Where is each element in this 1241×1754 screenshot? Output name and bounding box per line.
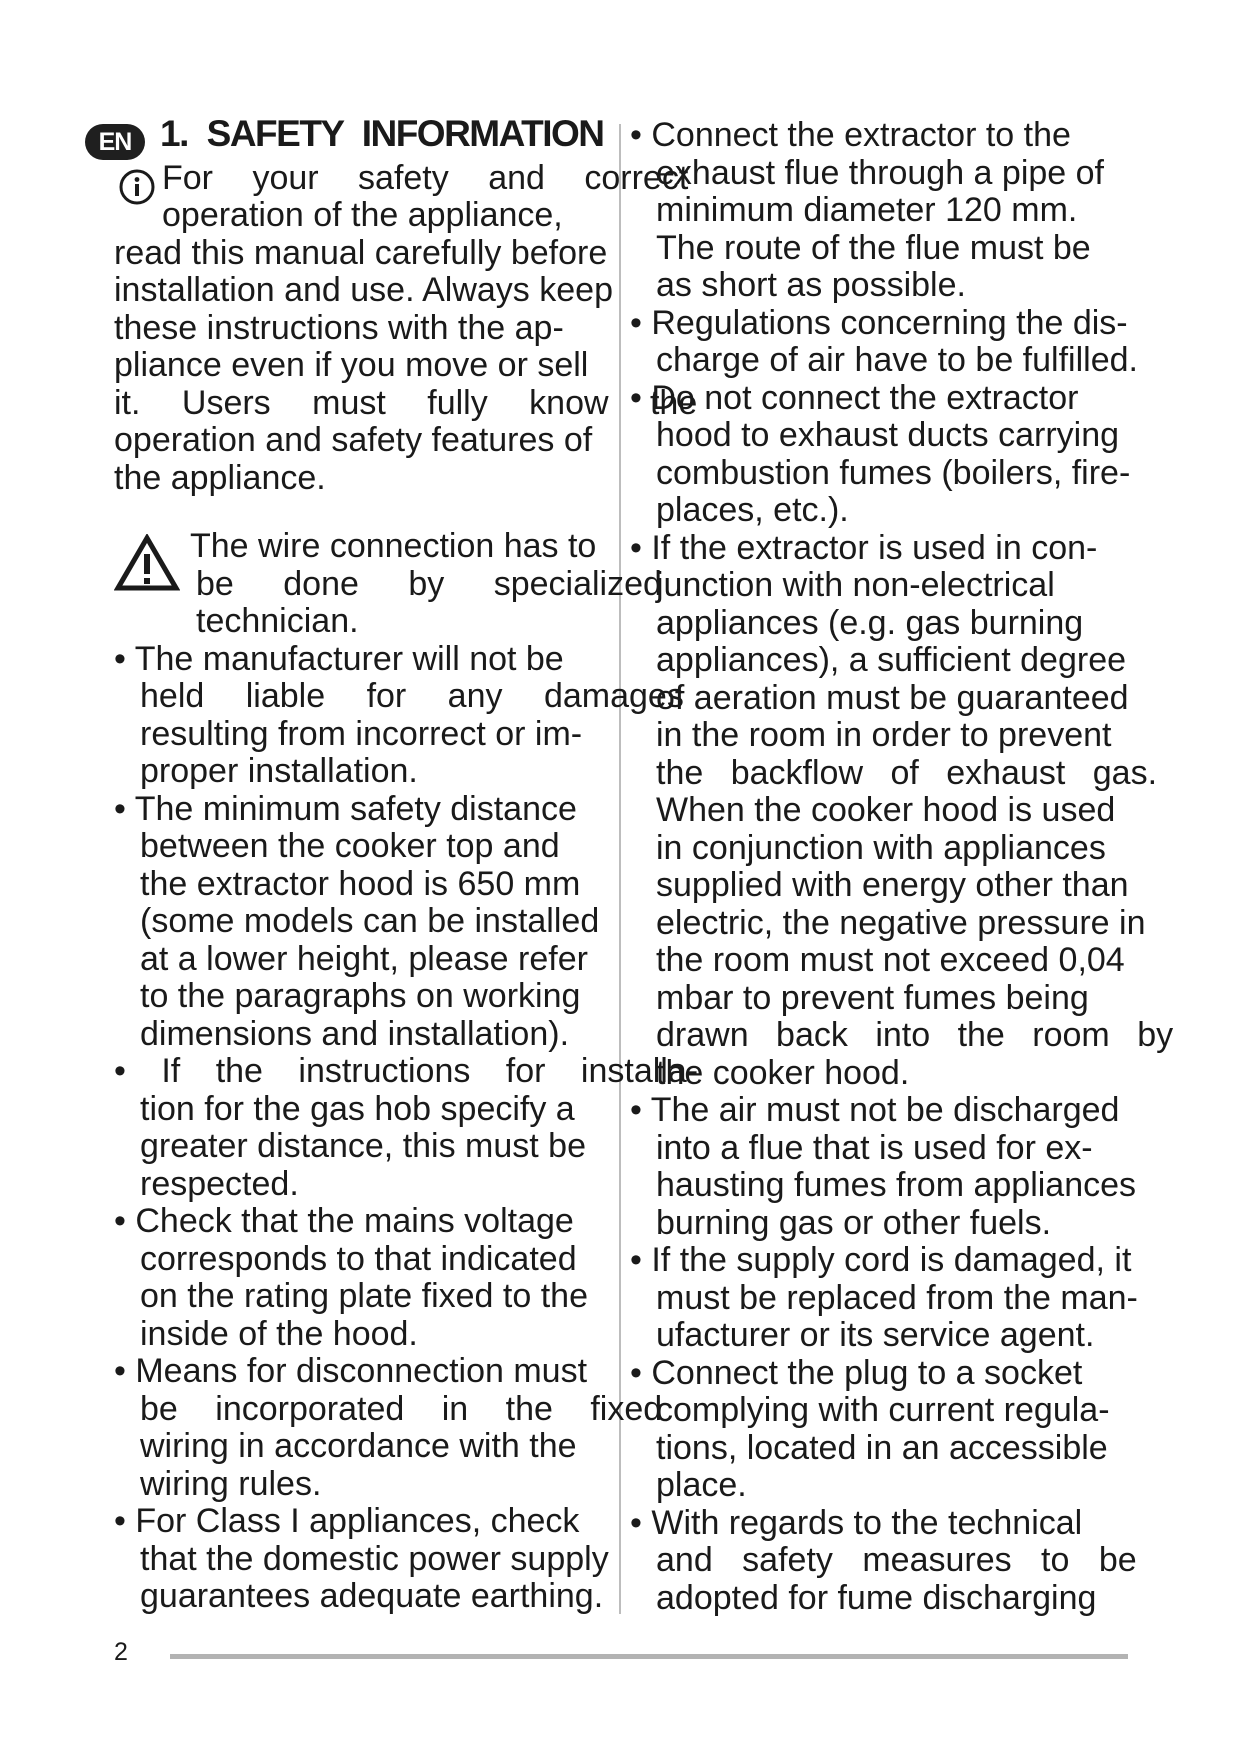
text-line: into a flue that is used for ex- [656,1129,1093,1167]
text-line: electric, the negative pressure in [656,904,1146,942]
text-line: tion for the gas hob specify a [140,1090,575,1128]
text-line: appliances (e.g. gas burning [656,604,1084,642]
text-line: When the cooker hood is used [656,791,1116,829]
text-line: charge of air have to be fulfilled. [656,341,1138,379]
text-line: it. Users must fully know the [114,384,698,422]
text-line: supplied with energy other than [656,866,1129,904]
text-line: place. [656,1466,747,1504]
info-circle-icon [118,168,156,206]
text-line: dimensions and installation). [140,1015,570,1053]
text-line: of aeration must be guaranteed [656,679,1129,717]
warning-text-line: be done by specialized [196,565,662,603]
text-line: mbar to prevent fumes being [656,979,1089,1017]
text-line: at a lower height, please refer [140,940,588,978]
text-line: operation of the appliance, [162,196,563,234]
text-line: read this manual carefully before [114,234,608,272]
text-line: greater distance, this must be [140,1127,587,1165]
text-line: respected. [140,1165,299,1203]
language-badge: EN [85,124,145,160]
text-line: to the paragraphs on working [140,977,581,1015]
bullet-line: • For Class I appliances, check [114,1502,580,1540]
text-line: the cooker hood. [656,1054,910,1092]
bullet-line: • Connect the plug to a socket [630,1354,1083,1392]
section-title: 1. SAFETY INFORMATION [160,113,604,154]
text-line: resulting from incorrect or im- [140,715,583,753]
text-line: hood to exhaust ducts carrying [656,416,1120,454]
bullet-line: • Do not connect the extractor [630,379,1079,417]
text-line: complying with current regula- [656,1391,1110,1429]
warning-triangle-icon [114,534,180,592]
text-line: wiring rules. [140,1465,322,1503]
text-line: appliances), a sufficient degree [656,641,1127,679]
text-line: tions, located in an accessible [656,1429,1108,1467]
text-line: hausting fumes from appliances [656,1166,1137,1204]
text-line: be incorporated in the fixed [140,1390,663,1428]
text-line: on the rating plate fixed to the [140,1277,588,1315]
bullet-line: • The minimum safety distance [114,790,577,828]
page-number: 2 [114,1638,128,1666]
text-line: pliance even if you move or sell [114,346,589,384]
text-line: inside of the hood. [140,1315,418,1353]
bullet-line: • If the extractor is used in con- [630,529,1098,567]
text-line: held liable for any damages [140,677,684,715]
text-line: junction with non-electrical [656,566,1055,604]
warning-text-line: The wire connection has to [190,527,597,565]
text-line: (some models can be installed [140,902,600,940]
footer-rule [170,1654,1128,1659]
text-line: places, etc.). [656,491,849,529]
bullet-line: • The manufacturer will not be [114,640,564,678]
text-line: operation and safety features of [114,421,593,459]
text-line: ufacturer or its service agent. [656,1316,1095,1354]
text-line: combustion fumes (boilers, fire- [656,454,1131,492]
bullet-line: • If the instructions for installa- [114,1052,699,1090]
text-line: adopted for fume discharging [656,1579,1097,1617]
text-line: must be replaced from the man- [656,1279,1138,1317]
text-line: corresponds to that indicated [140,1240,577,1278]
text-line: these instructions with the ap- [114,309,564,347]
text-line: installation and use. Always keep [114,271,613,309]
text-line: as short as possible. [656,266,966,304]
text-line: The route of the flue must be [656,229,1091,267]
text-line: exhaust flue through a pipe of [656,154,1104,192]
text-line: For your safety and correct [162,159,689,197]
bullet-line: • If the supply cord is damaged, it [630,1241,1132,1279]
text-line: that the domestic power supply [140,1540,609,1578]
text-line: proper installation. [140,752,418,790]
text-line: and safety measures to be [656,1541,1137,1579]
bullet-line: • Check that the mains voltage [114,1202,574,1240]
bullet-line: • With regards to the technical [630,1504,1083,1542]
text-line: in conjunction with appliances [656,829,1106,867]
text-line: the backflow of exhaust gas. [656,754,1158,792]
text-line: the room must not exceed 0,04 [656,941,1125,979]
text-line: wiring in accordance with the [140,1427,577,1465]
text-line: the extractor hood is 650 mm [140,865,581,903]
text-line: between the cooker top and [140,827,560,865]
bullet-line: • Connect the extractor to the [630,116,1071,154]
text-line: burning gas or other fuels. [656,1204,1052,1242]
text-line: minimum diameter 120 mm. [656,191,1078,229]
bullet-line: • Means for disconnection must [114,1352,588,1390]
text-line: the appliance. [114,459,326,497]
bullet-line: • The air must not be discharged [630,1091,1120,1129]
text-line: guarantees adequate earthing. [140,1577,604,1615]
warning-text-line: technician. [196,602,359,640]
text-line: drawn back into the room by [656,1016,1174,1054]
text-line: in the room in order to prevent [656,716,1112,754]
bullet-line: • Regulations concerning the dis- [630,304,1128,342]
